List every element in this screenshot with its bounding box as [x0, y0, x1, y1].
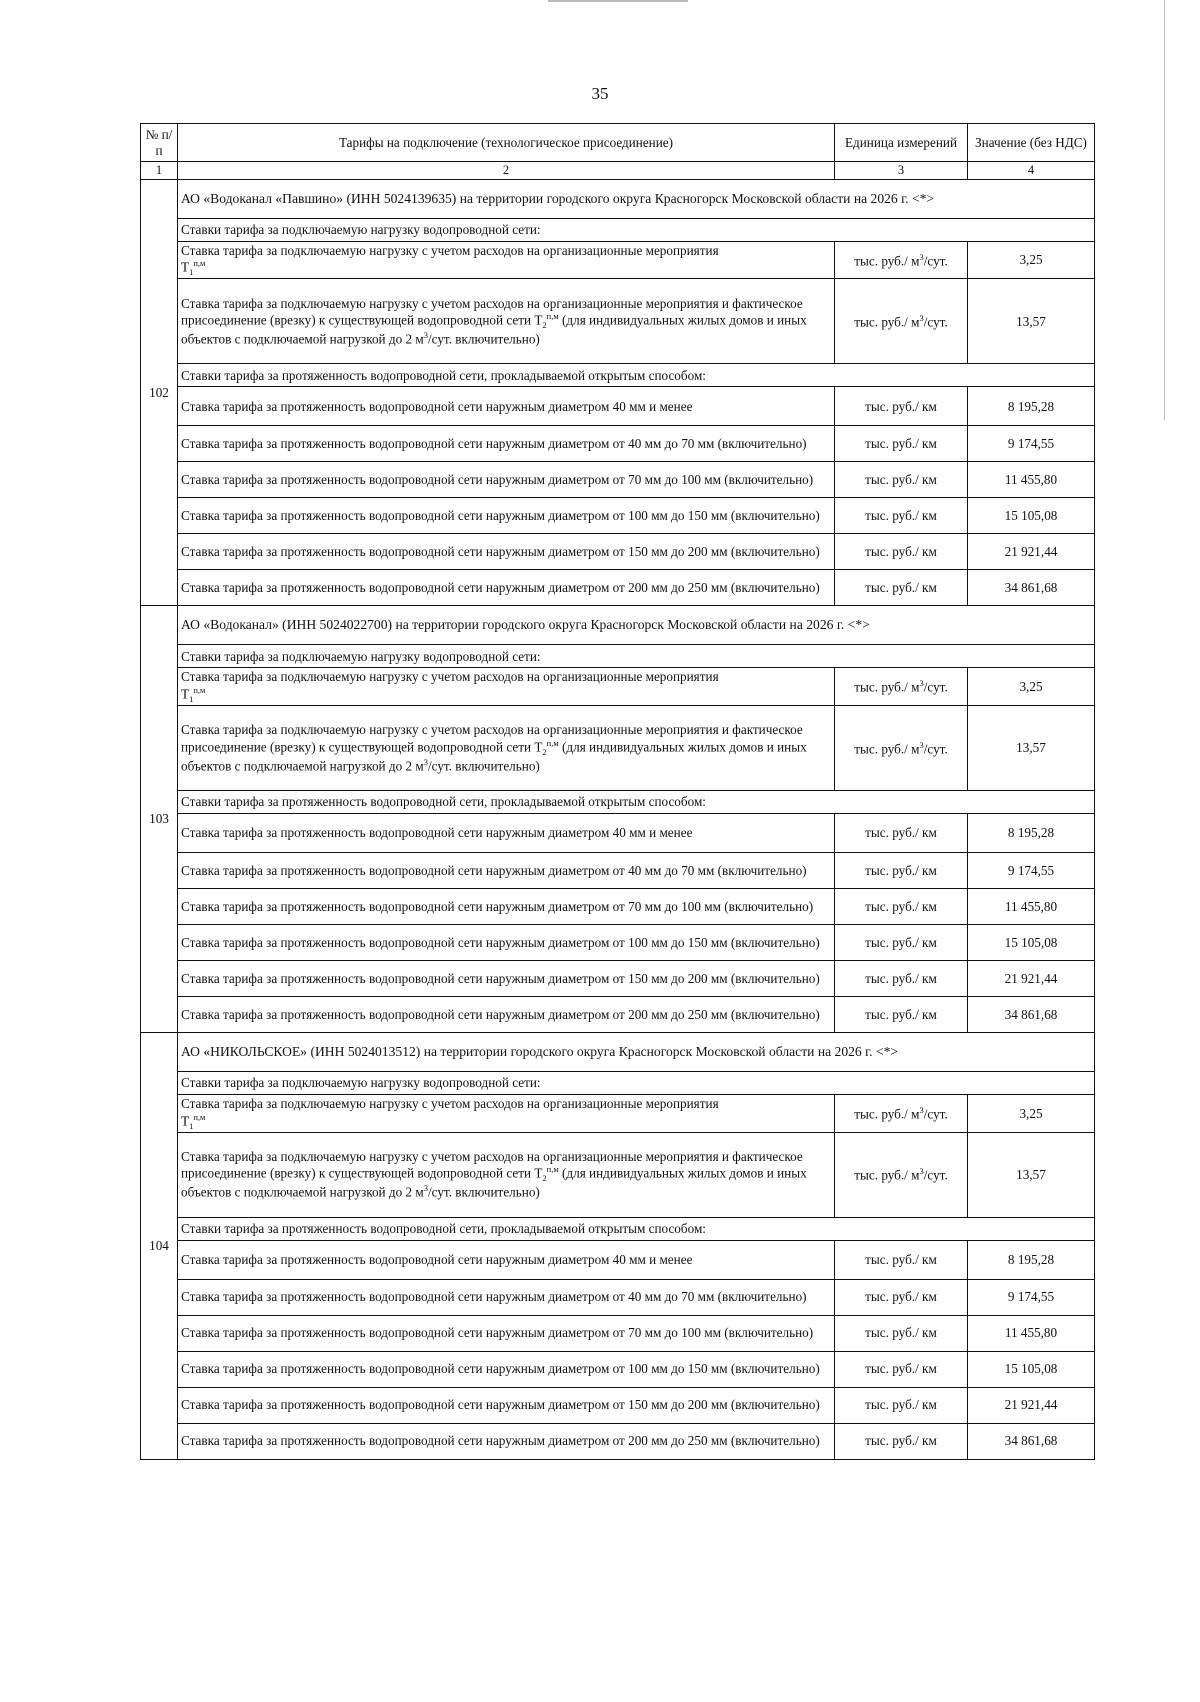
- length-value: 34 861,68: [968, 997, 1095, 1033]
- unit-length: тыс. руб./ км: [835, 853, 968, 889]
- length-value: 9 174,55: [968, 853, 1095, 889]
- unit-length: тыс. руб./ км: [835, 387, 968, 426]
- subheading-load: Ставки тарифа за подключаемую нагрузку водопроводной сети:: [178, 218, 1095, 241]
- scan-edge-mark: [548, 0, 688, 2]
- length-value: 15 105,08: [968, 925, 1095, 961]
- section-number: 102: [141, 179, 178, 606]
- tariff-value: 13,57: [968, 706, 1095, 791]
- header-num: № п/п: [141, 124, 178, 162]
- organization-title: АО «НИКОЛЬСКОЕ» (ИНН 5024013512) на территории городского округа Красногорск Московской области на 2026 г. <*>: [178, 1033, 1095, 1072]
- header-unit: Единица измерений: [835, 124, 968, 162]
- organization-title: АО «Водоканал» (ИНН 5024022700) на территории городского округа Красногорск Московской области на 2026 г. <*>: [178, 606, 1095, 645]
- length-label: Ставка тарифа за протяженность водопроводной сети наружным диаметром от 150 мм до 200 мм (включительно): [178, 534, 835, 570]
- length-value: 11 455,80: [968, 462, 1095, 498]
- length-label: Ставка тарифа за протяженность водопроводной сети наружным диаметром 40 мм и менее: [178, 814, 835, 853]
- organization-title: АО «Водоканал «Павшино» (ИНН 5024139635) на территории городского округа Красногорск Московской области на 2026 г. <*>: [178, 179, 1095, 218]
- unit-length: тыс. руб./ км: [835, 1240, 968, 1279]
- unit-length: тыс. руб./ км: [835, 1351, 968, 1387]
- unit-load: тыс. руб./ $м^3$/сут.: [835, 706, 968, 791]
- length-value: 15 105,08: [968, 498, 1095, 534]
- length-value: 34 861,68: [968, 570, 1095, 606]
- unit-length: тыс. руб./ км: [835, 1423, 968, 1459]
- length-label: Ставка тарифа за протяженность водопроводной сети наружным диаметром от 40 мм до 70 мм (включительно): [178, 1279, 835, 1315]
- unit-load: тыс. руб./ $м^3$/сут.: [835, 241, 968, 279]
- page-number: 35: [591, 84, 609, 103]
- unit-length: тыс. руб./ км: [835, 498, 968, 534]
- tariff-value: 13,57: [968, 279, 1095, 364]
- tariff-value: 3,25: [968, 668, 1095, 706]
- length-label: Ставка тарифа за протяженность водопроводной сети наружным диаметром от 200 мм до 250 мм (включительно): [178, 997, 835, 1033]
- unit-length: тыс. руб./ км: [835, 1315, 968, 1351]
- length-label: Ставка тарифа за протяженность водопроводной сети наружным диаметром от 40 мм до 70 мм (включительно): [178, 426, 835, 462]
- unit-length: тыс. руб./ км: [835, 889, 968, 925]
- unit-load: тыс. руб./ $м^3$/сут.: [835, 668, 968, 706]
- unit-length: тыс. руб./ км: [835, 462, 968, 498]
- length-value: 8 195,28: [968, 814, 1095, 853]
- tariff-label-t1: Ставка тарифа за подключаемую нагрузку с учетом расходов на организационные мероприятия $T_1^{п,м}$: [178, 668, 835, 706]
- tariff-value: 3,25: [968, 1095, 1095, 1133]
- length-label: Ставка тарифа за протяженность водопроводной сети наружным диаметром от 40 мм до 70 мм (включительно): [178, 853, 835, 889]
- unit-length: тыс. руб./ км: [835, 426, 968, 462]
- length-label: Ставка тарифа за протяженность водопроводной сети наружным диаметром от 70 мм до 100 мм (включительно): [178, 1315, 835, 1351]
- length-label: Ставка тарифа за протяженность водопроводной сети наружным диаметром 40 мм и менее: [178, 1240, 835, 1279]
- unit-load: тыс. руб./ $м^3$/сут.: [835, 279, 968, 364]
- unit-length: тыс. руб./ км: [835, 925, 968, 961]
- length-label: Ставка тарифа за протяженность водопроводной сети наружным диаметром от 200 мм до 250 мм (включительно): [178, 570, 835, 606]
- unit-length: тыс. руб./ км: [835, 814, 968, 853]
- length-label: Ставка тарифа за протяженность водопроводной сети наружным диаметром от 150 мм до 200 мм (включительно): [178, 1387, 835, 1423]
- length-label: Ставка тарифа за протяженность водопроводной сети наружным диаметром от 100 мм до 150 мм (включительно): [178, 498, 835, 534]
- length-label: Ставка тарифа за протяженность водопроводной сети наружным диаметром от 200 мм до 250 мм (включительно): [178, 1423, 835, 1459]
- length-value: 8 195,28: [968, 1240, 1095, 1279]
- column-index: 3: [835, 162, 968, 180]
- tariff-label-t1: Ставка тарифа за подключаемую нагрузку с учетом расходов на организационные мероприятия $T_1^{п,м}$: [178, 1095, 835, 1133]
- length-value: 15 105,08: [968, 1351, 1095, 1387]
- length-value: 8 195,28: [968, 387, 1095, 426]
- unit-load: тыс. руб./ $м^3$/сут.: [835, 1132, 968, 1217]
- subheading-load: Ставки тарифа за подключаемую нагрузку водопроводной сети:: [178, 645, 1095, 668]
- section-number: 103: [141, 606, 178, 1033]
- header-value: Значение (без НДС): [968, 124, 1095, 162]
- tariff-value: 3,25: [968, 241, 1095, 279]
- unit-length: тыс. руб./ км: [835, 997, 968, 1033]
- tariff-label-t1: Ставка тарифа за подключаемую нагрузку с учетом расходов на организационные мероприятия $T_1^{п,м}$: [178, 241, 835, 279]
- tariff-label-t2: Ставка тарифа за подключаемую нагрузку с учетом расходов на организационные мероприятия и фактическое присоединение (врезку) к существующей водопроводной сети $T_2^{п,м}$ (для индивидуальных жилых домов и иных объектов с подключаемой нагрузкой до 2 $м^3$/сут. включительно): [178, 279, 835, 364]
- unit-length: тыс. руб./ км: [835, 570, 968, 606]
- tariff-label-t2: Ставка тарифа за подключаемую нагрузку с учетом расходов на организационные мероприятия и фактическое присоединение (врезку) к существующей водопроводной сети $T_2^{п,м}$ (для индивидуальных жилых домов и иных объектов с подключаемой нагрузкой до 2 $м^3$/сут. включительно): [178, 706, 835, 791]
- length-label: Ставка тарифа за протяженность водопроводной сети наружным диаметром от 100 мм до 150 мм (включительно): [178, 1351, 835, 1387]
- length-label: Ставка тарифа за протяженность водопроводной сети наружным диаметром от 150 мм до 200 мм (включительно): [178, 961, 835, 997]
- section-number: 104: [141, 1033, 178, 1460]
- header-name: Тарифы на подключение (технологическое присоединение): [178, 124, 835, 162]
- column-index: 4: [968, 162, 1095, 180]
- tariff-label-t2: Ставка тарифа за подключаемую нагрузку с учетом расходов на организационные мероприятия и фактическое присоединение (врезку) к существующей водопроводной сети $T_2^{п,м}$ (для индивидуальных жилых домов и иных объектов с подключаемой нагрузкой до 2 $м^3$/сут. включительно): [178, 1132, 835, 1217]
- subheading-length: Ставки тарифа за протяженность водопроводной сети, прокладываемой открытым способом:: [178, 1217, 1095, 1240]
- unit-length: тыс. руб./ км: [835, 1387, 968, 1423]
- subheading-length: Ставки тарифа за протяженность водопроводной сети, прокладываемой открытым способом:: [178, 364, 1095, 387]
- length-label: Ставка тарифа за протяженность водопроводной сети наружным диаметром от 70 мм до 100 мм (включительно): [178, 462, 835, 498]
- unit-length: тыс. руб./ км: [835, 1279, 968, 1315]
- length-value: 11 455,80: [968, 1315, 1095, 1351]
- column-index: 1: [141, 162, 178, 180]
- unit-length: тыс. руб./ км: [835, 534, 968, 570]
- length-label: Ставка тарифа за протяженность водопроводной сети наружным диаметром от 70 мм до 100 мм (включительно): [178, 889, 835, 925]
- subheading-length: Ставки тарифа за протяженность водопроводной сети, прокладываемой открытым способом:: [178, 791, 1095, 814]
- column-index: 2: [178, 162, 835, 180]
- length-value: 34 861,68: [968, 1423, 1095, 1459]
- length-label: Ставка тарифа за протяженность водопроводной сети наружным диаметром от 100 мм до 150 мм (включительно): [178, 925, 835, 961]
- length-value: 9 174,55: [968, 1279, 1095, 1315]
- length-label: Ставка тарифа за протяженность водопроводной сети наружным диаметром 40 мм и менее: [178, 387, 835, 426]
- tariff-table: [140, 123, 1095, 1460]
- length-value: 21 921,44: [968, 534, 1095, 570]
- length-value: 11 455,80: [968, 889, 1095, 925]
- length-value: 9 174,55: [968, 426, 1095, 462]
- subheading-load: Ставки тарифа за подключаемую нагрузку водопроводной сети:: [178, 1072, 1095, 1095]
- scan-edge-mark: [1164, 0, 1165, 420]
- unit-length: тыс. руб./ км: [835, 961, 968, 997]
- tariff-value: 13,57: [968, 1132, 1095, 1217]
- length-value: 21 921,44: [968, 1387, 1095, 1423]
- length-value: 21 921,44: [968, 961, 1095, 997]
- unit-load: тыс. руб./ $м^3$/сут.: [835, 1095, 968, 1133]
